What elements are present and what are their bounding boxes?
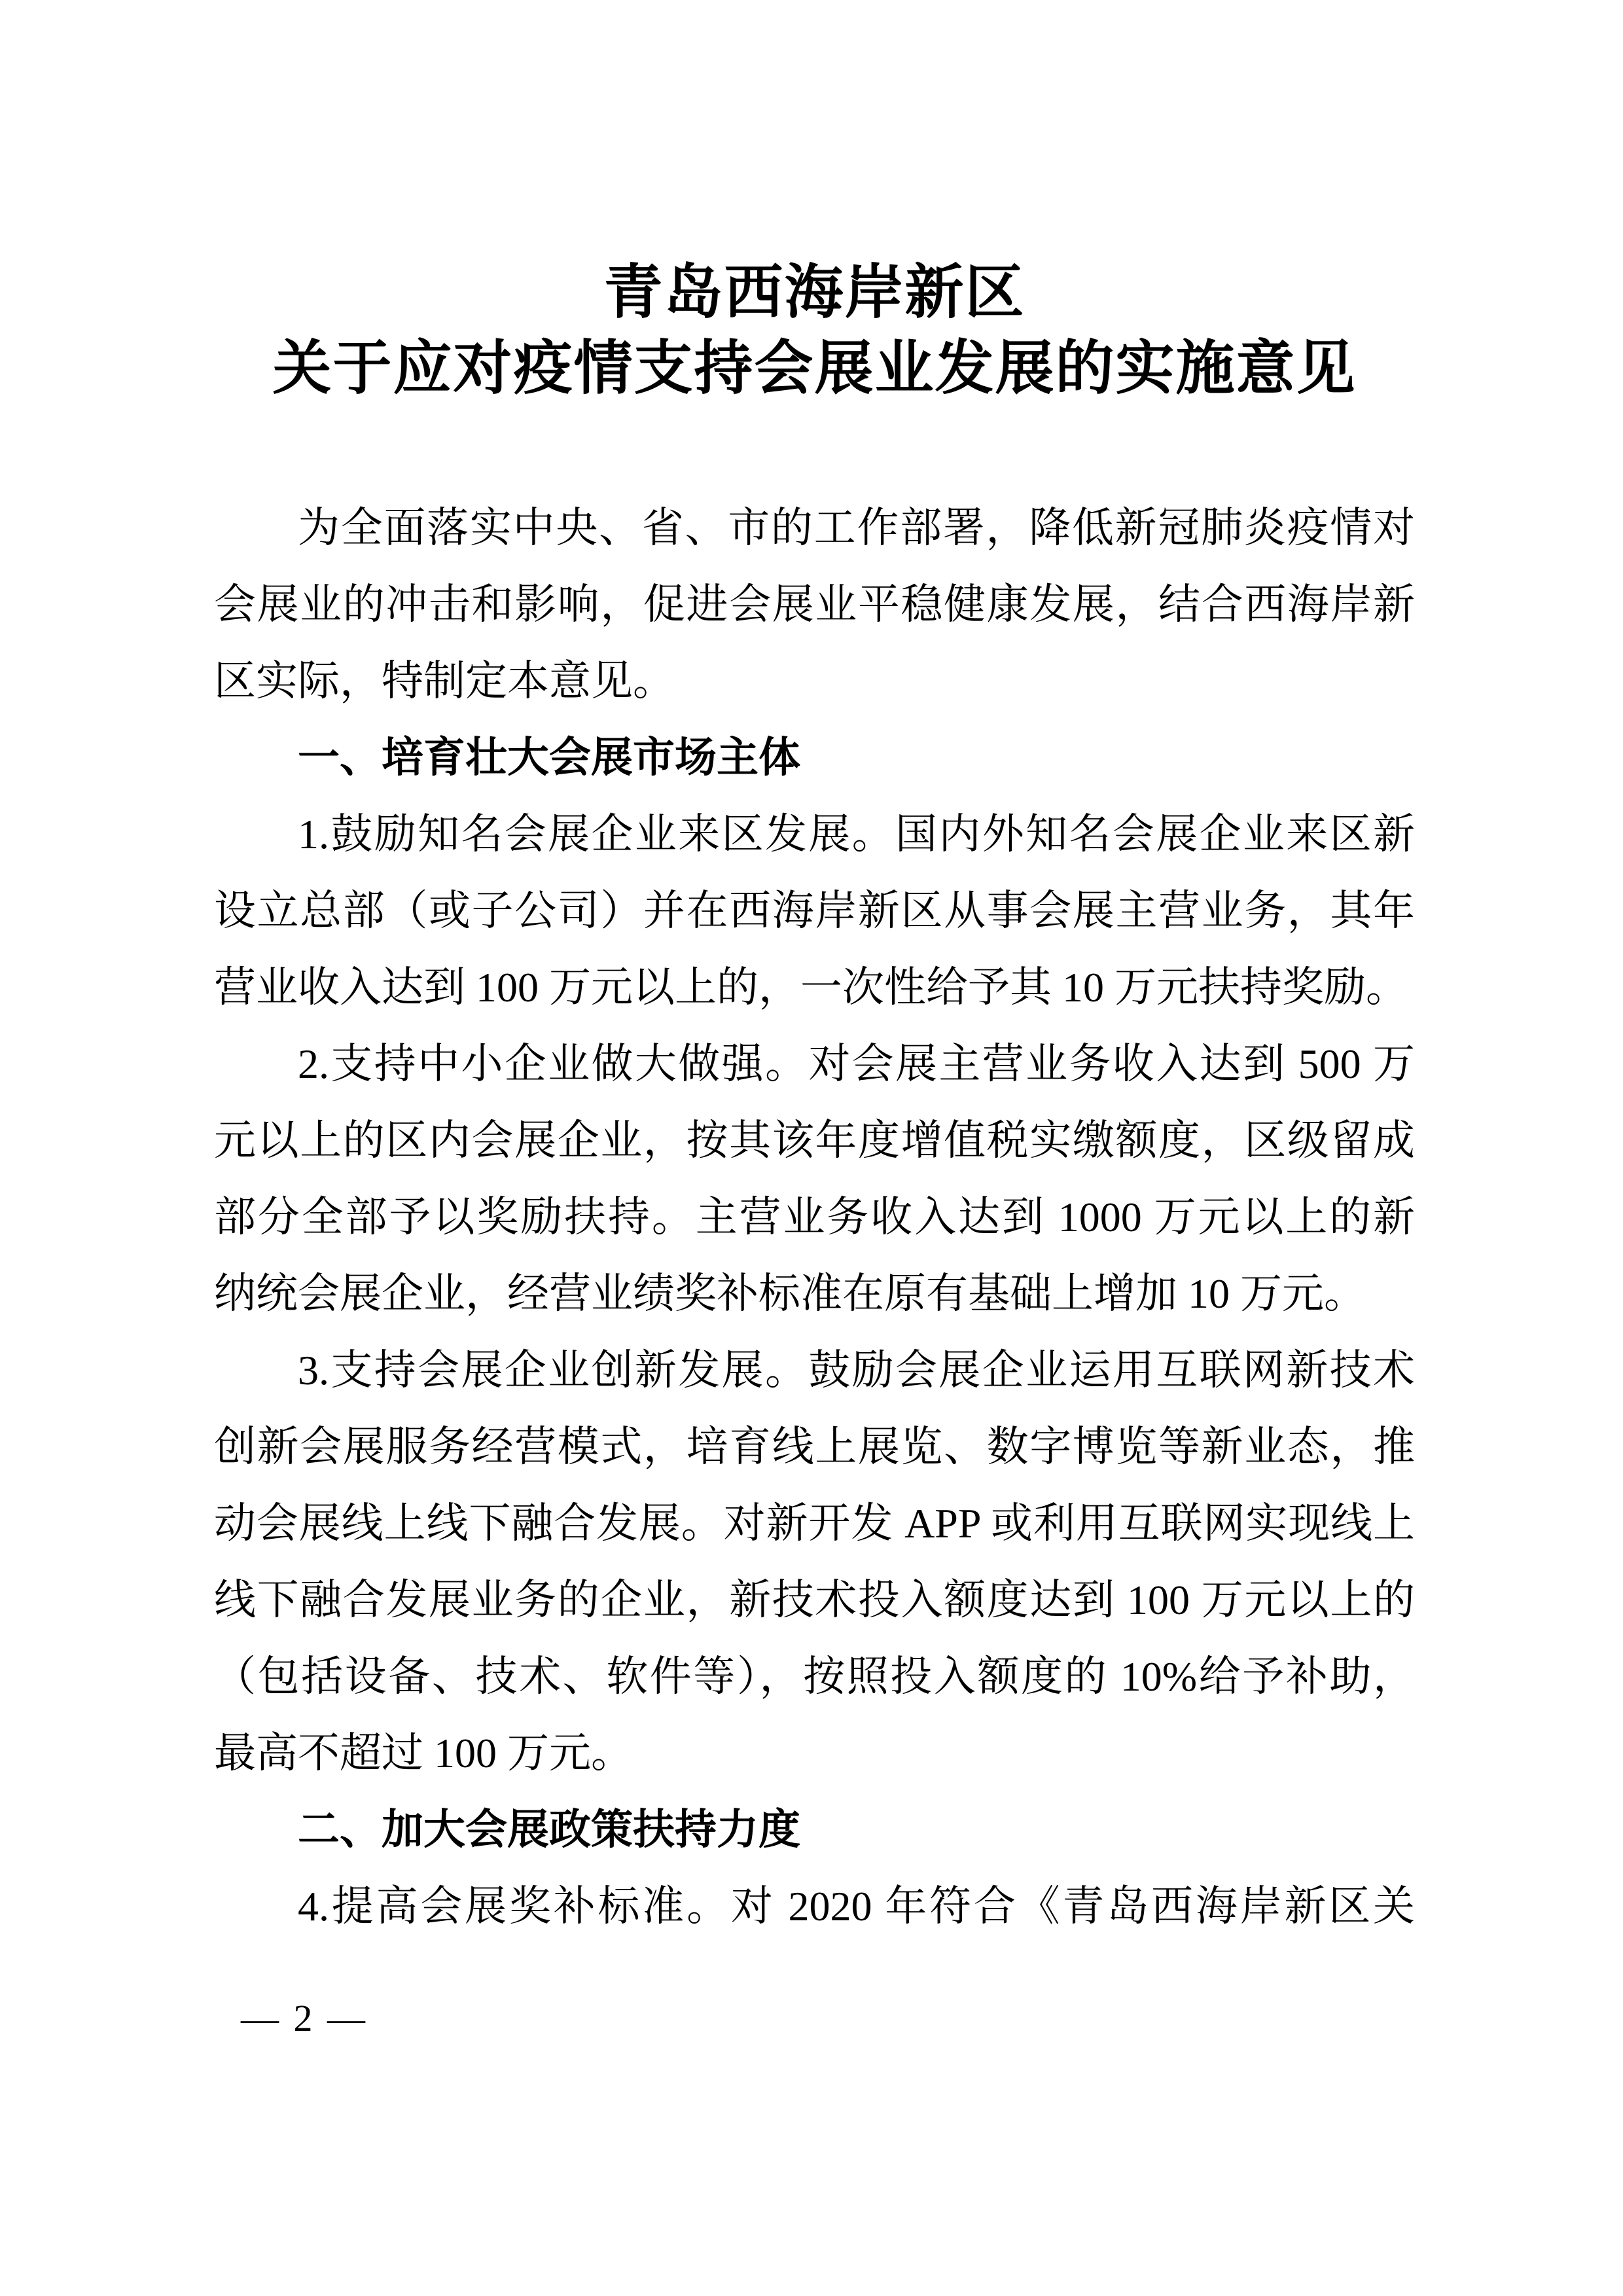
paragraph-item-4: [214, 1868, 1415, 1945]
text-line: 为全面落实中央、省、市的工作部署，降低新冠肺炎疫情对: [298, 505, 1415, 551]
text-line: 纳统会展企业，经营业绩奖补标准在原有基础上增加 10 万元。: [214, 1270, 1366, 1317]
text-line: 动会展线上线下融合发展。对新开发 APP 或利用互联网实现线上: [214, 1500, 1415, 1547]
text-line: （包括设备、技术、软件等），按照投入额度的 10%给予补助，: [214, 1653, 1415, 1700]
text-line: 元以上的区内会展企业，按其该年度增值税实缴额度，区级留成: [214, 1117, 1415, 1164]
section-heading-1: 一、培育壮大会展市场主体: [298, 734, 800, 781]
text-line: 4.提高会展奖补标准。对 2020 年符合《青岛西海岸新区关: [298, 1883, 1415, 1929]
document-content: [214, 0, 1415, 1945]
paragraph-item-2: [214, 1026, 1415, 1332]
text-line: 部分全部予以奖励扶持。主营业务收入达到 1000 万元以上的新: [214, 1194, 1415, 1240]
document-title: [214, 255, 1415, 407]
text-line: 1.鼓励知名会展企业来区发展。国内外知名会展企业来区新: [298, 811, 1415, 857]
section-heading-2: 二、加大会展政策扶持力度: [298, 1806, 800, 1853]
paragraph-item-3: [214, 1332, 1415, 1791]
text-line: 营业收入达到 100 万元以上的，一次性给予其 10 万元扶持奖励。: [214, 964, 1408, 1011]
page-number: — 2 —: [241, 1997, 368, 2039]
text-line: 区实际，特制定本意见。: [214, 658, 675, 704]
text-line: 设立总部（或子公司）并在西海岸新区从事会展主营业务，其年: [214, 888, 1415, 934]
text-line: 最高不超过 100 万元。: [214, 1730, 633, 1776]
text-line: 2.支持中小企业做大做强。对会展主营业务收入达到 500 万: [298, 1041, 1415, 1087]
document-body: [214, 490, 1415, 1945]
text-line: 线下融合发展业务的企业，新技术投入额度达到 100 万元以上的: [214, 1577, 1415, 1623]
document-title-line-1: 青岛西海岸新区: [603, 260, 1026, 325]
text-line: 会展业的冲击和影响，促进会展业平稳健康发展，结合西海岸新: [214, 581, 1415, 628]
paragraph-intro: [214, 490, 1415, 719]
text-line: 创新会展服务经营模式，培育线上展览、数字博览等新业态，推: [214, 1424, 1415, 1470]
document-title-line-2: 关于应对疫情支持会展业发展的实施意见: [272, 336, 1357, 401]
paragraph-item-1: [214, 796, 1415, 1026]
text-line: 3.支持会展企业创新发展。鼓励会展企业运用互联网新技术: [298, 1347, 1415, 1393]
